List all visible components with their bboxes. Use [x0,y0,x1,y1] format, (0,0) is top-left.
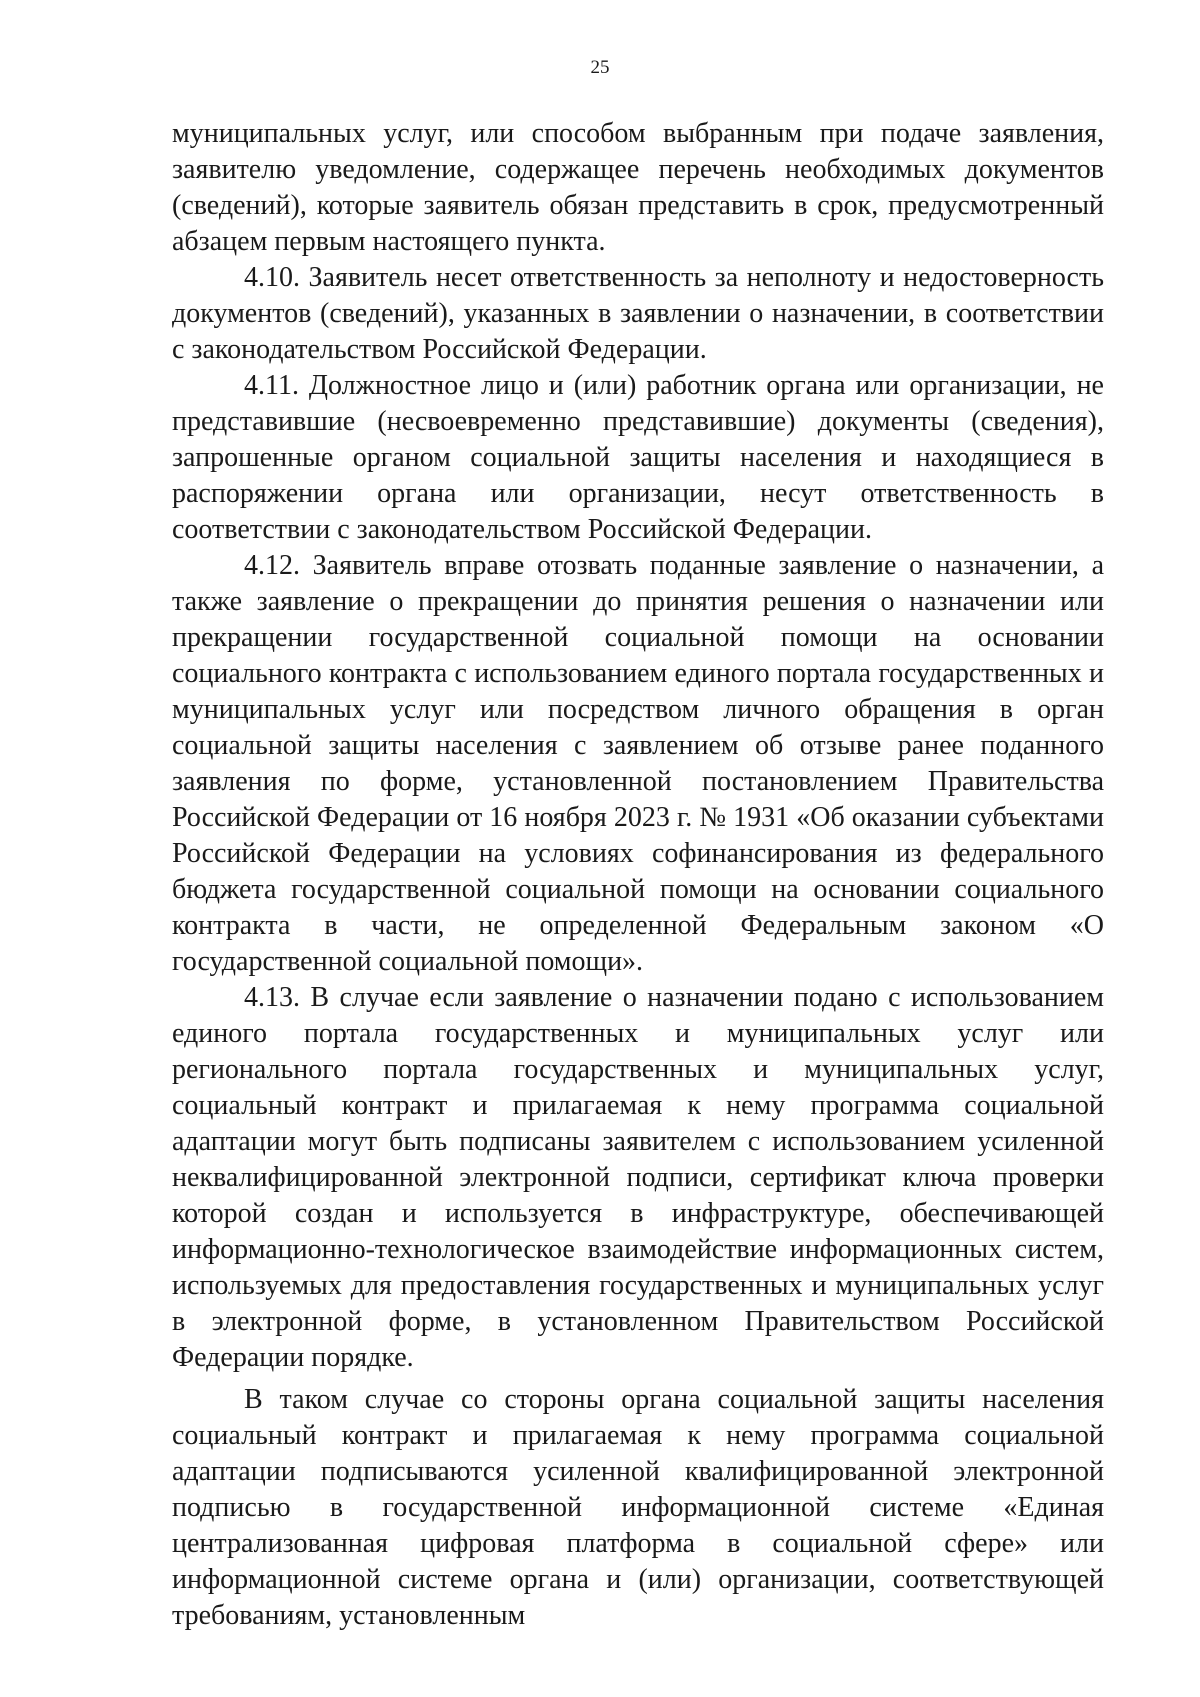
paragraph-4-13-continued: В таком случае со стороны органа социальной защиты населения социальный контракт и прилагаемая к нему программа социальной адаптации подписываются усиленной квалифицированной электронной подписью в государственной информационной системе «Единая централизованная цифровая платформа в социальной сфере» или информационной системе органа и (или) организации, соответствующей требованиям, установленным [172,1384,1104,1631]
document-body [172,116,1104,1634]
paragraph-continuation: муниципальных услуг, или способом выбранным при подаче заявления, заявителю уведомление, содержащее перечень необходимых документов (сведений), которые заявитель обязан представить в срок, предусмотренный абзацем первым настоящего пункта. [172,118,1104,257]
page-number: 25 [590,57,610,78]
paragraph-4-11: 4.11. Должностное лицо и (или) работник органа или организации, не представившие (несвоевременно представившие) документы (сведения), запрошенные органом социальной защиты населения и находящиеся в распоряжении органа или организации, несут ответственность в соответствии с законодательством Российской Федерации. [172,370,1104,545]
paragraph-4-12: 4.12. Заявитель вправе отозвать поданные заявление о назначении, а также заявление о прекращении до принятия решения о назначении или прекращении государственной социальной помощи на основании социального контракта с использованием единого портала государственных и муниципальных услуг или посредством личного обращения в орган социальной защиты населения с заявлением об отзыве ранее поданного заявления по форме, установленной постановлением Правительства Российской Федерации от 16 ноября 2023 г. № 1931 «Об оказании субъектами Российской Федерации на условиях софинансирования из федерального бюджета государственной социальной помощи на основании социального контракта в части, не определенной Федеральным законом «О государственной социальной помощи». [172,550,1104,977]
paragraph-4-13: 4.13. В случае если заявление о назначении подано с использованием единого портала государственных и муниципальных услуг или регионального портала государственных и муниципальных услуг, социальный контракт и прилагаемая к нему программа социальной адаптации могут быть подписаны заявителем с использованием усиленной неквалифицированной электронной подписи, сертификат ключа проверки которой создан и используется в инфраструктуре, обеспечивающей информационно-технологическое взаимодействие информационных систем, используемых для предоставления государственных и муниципальных услуг в электронной форме, в установленном Правительством Российской Федерации порядке. [172,982,1104,1373]
paragraph-4-10: 4.10. Заявитель несет ответственность за неполноту и недостоверность документов (сведений), указанных в заявлении о назначении, в соответствии с законодательством Российской Федерации. [172,262,1104,365]
